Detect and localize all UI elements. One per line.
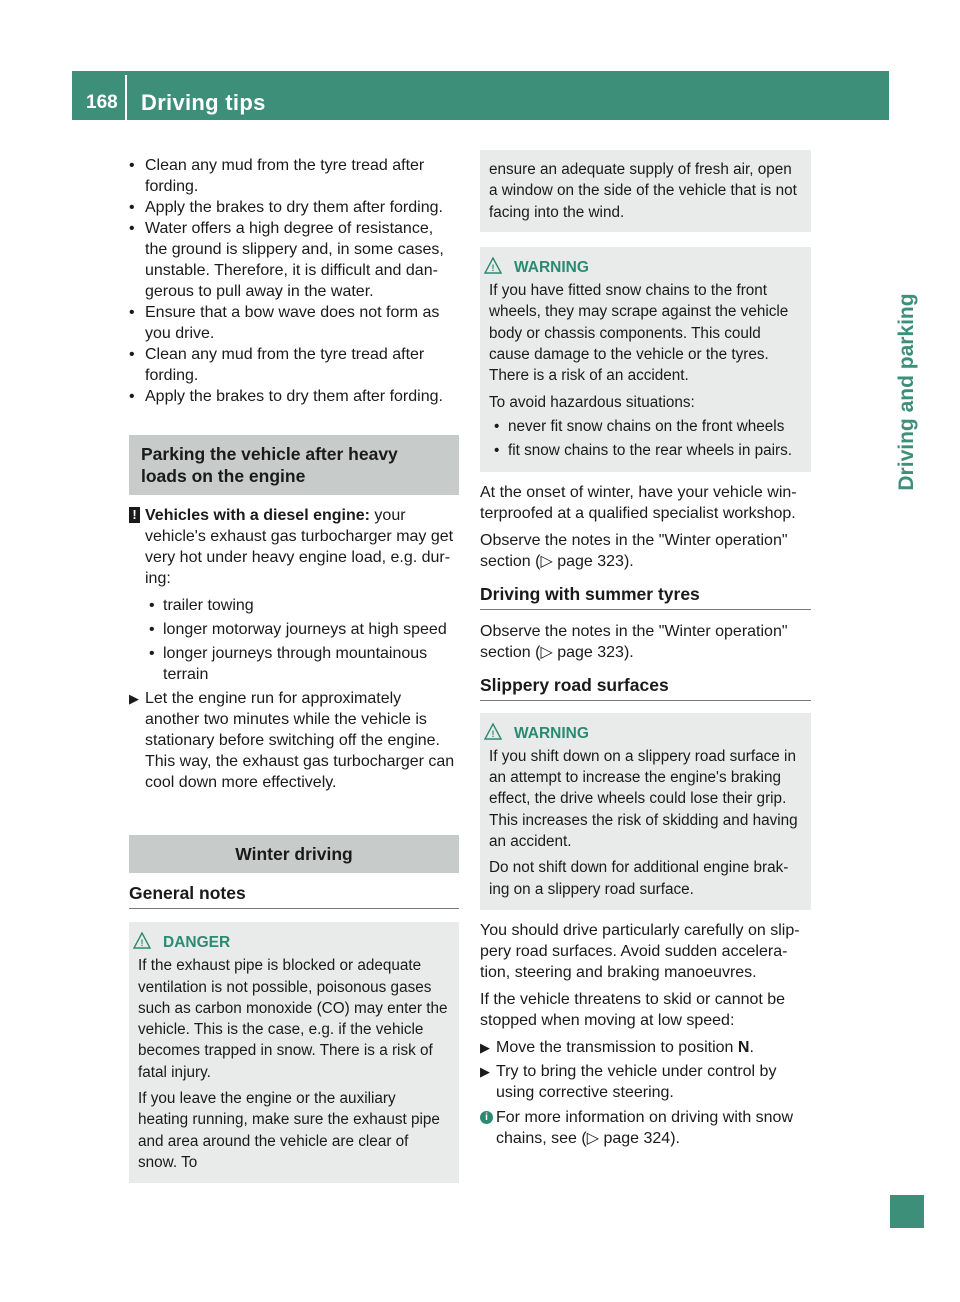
warning-paragraph: If you have fitted snow chains to the front wheels, they may scrape against the vehicle body or chassis components. This could cause damage to the vehicle or the tyres. There is a risk of an accident. xyxy=(489,282,789,385)
note-text: your vehicle's exhaust gas turbocharger may get very hot under heavy engine load, e.g. dur-ing: xyxy=(145,507,454,587)
note-bold-label: Vehicles with a diesel engine: xyxy=(145,507,370,524)
warning-triangle-icon xyxy=(484,257,502,275)
side-tab-label: Driving and parking xyxy=(895,293,918,491)
right-column xyxy=(480,150,811,1149)
list-item: • longer journeys through mountainous terrain xyxy=(149,645,428,683)
warning-title: ! WARNING xyxy=(506,257,801,278)
warning-paragraph: Do not shift down for additional engine brak-ing on a slippery road surface. xyxy=(489,859,789,898)
paragraph: You should drive particularly carefully on slip-pery road surfaces. Avoid sudden accelera-tion, steering and braking manoeuvres. xyxy=(480,921,800,981)
arrow-icon: ▶ xyxy=(480,1063,490,1079)
svg-text:!: ! xyxy=(491,728,495,739)
danger-box-continued xyxy=(480,150,811,232)
action-step: ▶ Try to bring the vehicle under control by using corrective steering. xyxy=(480,1062,777,1101)
warning-title: ! WARNING xyxy=(506,723,801,744)
danger-paragraph: ensure an adequate supply of fresh air, open a window on the side of the vehicle that is not facing into the wind. xyxy=(489,161,797,221)
page-title: Driving tips xyxy=(141,90,266,115)
arrow-icon: ▶ xyxy=(129,691,139,706)
paragraph: If the vehicle threatens to skid or cannot be stopped when moving at low speed: xyxy=(480,990,786,1029)
warning-box xyxy=(480,713,811,910)
warning-triangle-icon xyxy=(484,723,502,741)
list-item: • Water offers a high degree of resistance, the ground is slippery and, in some cases, unstable. Therefore, it is difficult and dan-gerous to pull away in the water. xyxy=(129,220,444,300)
danger-paragraph: If you leave the engine or the auxiliary heating running, make sure the exhaust pipe and area around the vehicle are clear of snow. To xyxy=(138,1090,440,1171)
exclamation-icon: ! xyxy=(129,507,140,523)
danger-title: ! DANGER xyxy=(155,932,449,953)
list-item: • longer motorway journeys at high speed xyxy=(149,621,447,638)
info-icon: i xyxy=(480,1111,493,1124)
caution-note xyxy=(129,505,459,589)
list-item: • never fit snow chains on the front wheels xyxy=(494,417,785,435)
list-item: • fit snow chains to the rear wheels in pairs. xyxy=(494,442,792,460)
info-note: i For more information on driving with snow chains, see (▷ page 324). xyxy=(480,1107,811,1149)
list-item: • Ensure that a bow wave does not form as you drive. xyxy=(129,304,440,342)
action-step: ▶ Move the transmission to position N. xyxy=(480,1038,754,1056)
side-tab-marker xyxy=(890,1195,924,1228)
action-step: ▶ Let the engine run for approximately another two minutes while the vehicle is stationary before switching off the engine. This way, the exhaust gas turbocharger can cool down more effectively. xyxy=(129,690,455,791)
svg-text:!: ! xyxy=(140,938,144,948)
page-number: 168 xyxy=(86,92,118,113)
section-heading-parking: Parking the vehicle after heavy loads on the engine xyxy=(129,435,459,495)
warning-paragraph: To avoid hazardous situations: xyxy=(489,393,695,411)
warning-box xyxy=(480,247,811,472)
list-item: • trailer towing xyxy=(149,597,254,614)
warning-triangle-icon xyxy=(133,932,151,950)
svg-text:!: ! xyxy=(491,262,495,273)
arrow-icon: ▶ xyxy=(480,1039,490,1055)
paragraph: Observe the notes in the "Winter operation" section (▷ page 323). xyxy=(480,622,788,661)
list-item: • Apply the brakes to dry them after fording. xyxy=(129,388,443,405)
list-item: • Clean any mud from the tyre tread after fording. xyxy=(129,157,425,195)
header-divider xyxy=(125,75,127,120)
paragraph: Observe the notes in the "Winter operation" section (▷ page 323). xyxy=(480,531,788,570)
warning-paragraph: If you shift down on a slippery road surface in an attempt to increase the engine's braking effect, the drive wheels could lose their grip. This increases the risk of skidding and having an accident. xyxy=(489,747,798,851)
danger-box xyxy=(129,922,459,1183)
subheading-summer-tyres: Driving with summer tyres xyxy=(480,584,811,610)
subheading-general-notes: General notes xyxy=(129,883,459,909)
list-item: • Apply the brakes to dry them after fording. xyxy=(129,199,443,216)
list-item: • Clean any mud from the tyre tread after fording. xyxy=(129,346,425,384)
paragraph: At the onset of winter, have your vehicle win-terproofed at a qualified specialist workshop. xyxy=(480,483,797,522)
subheading-slippery-roads: Slippery road surfaces xyxy=(480,675,811,701)
danger-paragraph: If the exhaust pipe is blocked or adequate ventilation is not possible, poisonous gases such as carbon monoxide (CO) may enter the vehicle. This is the case, e.g. if the vehicle becomes trapped in snow. There is a risk of fatal injury. xyxy=(138,957,448,1081)
left-column xyxy=(129,155,459,1183)
section-heading-winter: Winter driving xyxy=(129,835,459,873)
